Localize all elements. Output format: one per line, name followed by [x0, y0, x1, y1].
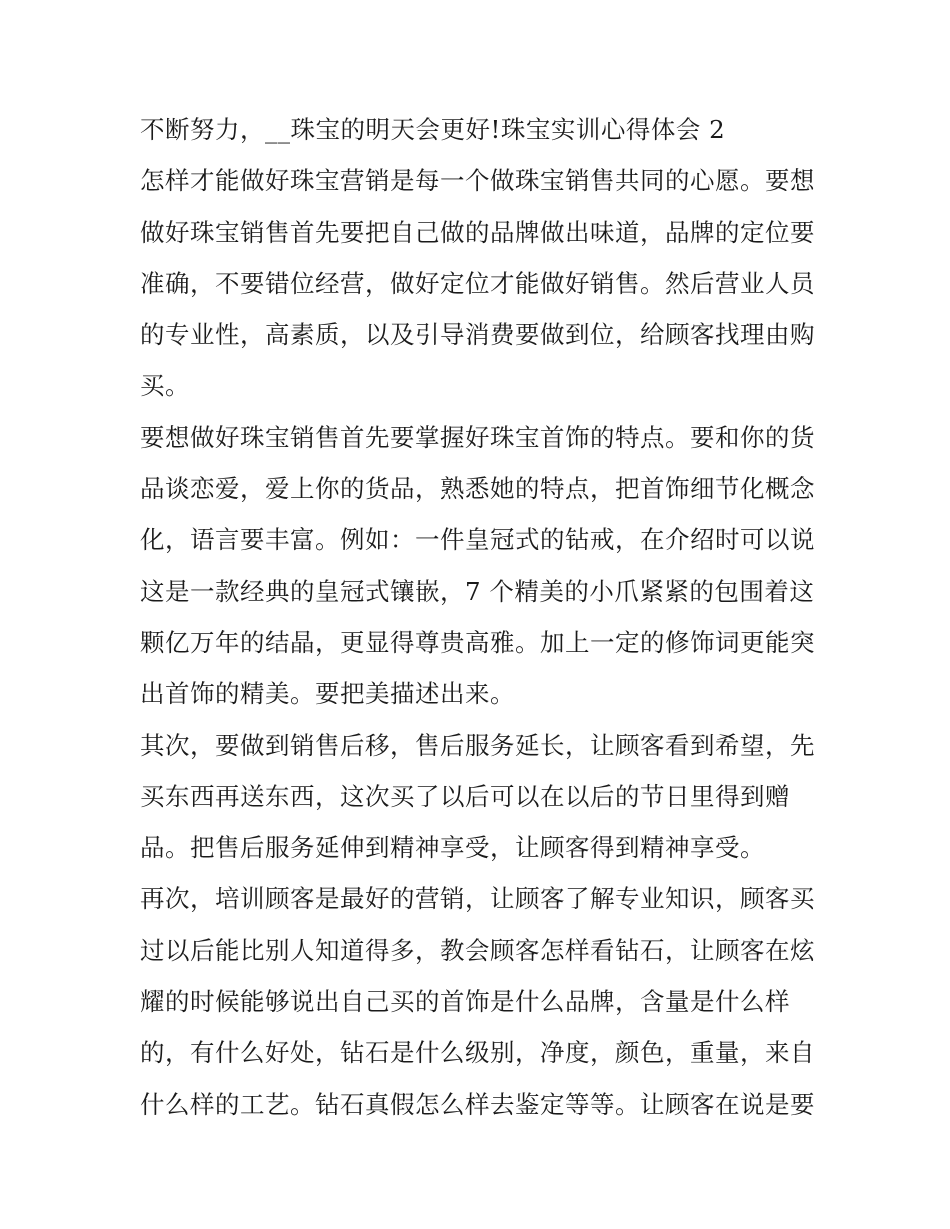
- text-line: 做好珠宝销售首先要把自己做的品牌做出味道，品牌的定位要: [140, 217, 815, 247]
- text-line: 不断努力，__珠宝的明天会更好!珠宝实训心得体会 2: [140, 115, 726, 144]
- text-line: 出首饰的精美。要把美描述出来。: [140, 679, 515, 709]
- text-line: 品谈恋爱，爱上你的货品，熟悉她的特点，把首饰细节化概念: [140, 474, 815, 504]
- text-line: 这是一款经典的皇冠式镶嵌，7 个精美的小爪紧紧的包围着这: [140, 576, 815, 606]
- text-line: 怎样才能做好珠宝营销是每一个做珠宝销售共同的心愿。要想: [140, 166, 815, 196]
- text-line: 要想做好珠宝销售首先要掌握好珠宝首饰的特点。要和你的货: [140, 422, 815, 452]
- text-line: 化，语言要丰富。例如：一件皇冠式的钻戒，在介绍时可以说: [140, 525, 815, 555]
- text-line: 买东西再送东西，这次买了以后可以在以后的节日里得到赠: [140, 781, 790, 811]
- text-line: 其次，要做到销售后移，售后服务延长，让顾客看到希望，先: [140, 730, 815, 760]
- text-line: 什么样的工艺。钻石真假怎么样去鉴定等等。让顾客在说是要: [140, 1089, 815, 1119]
- text-line: 耀的时候能够说出自己买的首饰是什么品牌，含量是什么样: [140, 987, 790, 1017]
- text-line: 买。: [140, 371, 190, 401]
- text-line: 颗亿万年的结晶，更显得尊贵高雅。加上一定的修饰词更能突: [140, 627, 815, 657]
- text-line: 的，有什么好处，钻石是什么级别，净度，颜色，重量，来自: [140, 1038, 815, 1068]
- text-line: 准确，不要错位经营，做好定位才能做好销售。然后营业人员: [140, 268, 815, 298]
- body-text: [140, 104, 820, 1130]
- text-line: 的专业性，高素质，以及引导消费要做到位，给顾客找理由购: [140, 320, 815, 350]
- text-line: 再次，培训顾客是最好的营销，让顾客了解专业知识，顾客买: [140, 884, 815, 914]
- text-line: 过以后能比别人知道得多，教会顾客怎样看钻石，让顾客在炫: [140, 935, 815, 965]
- text-line: 品。把售后服务延伸到精神享受，让顾客得到精神享受。: [140, 833, 765, 863]
